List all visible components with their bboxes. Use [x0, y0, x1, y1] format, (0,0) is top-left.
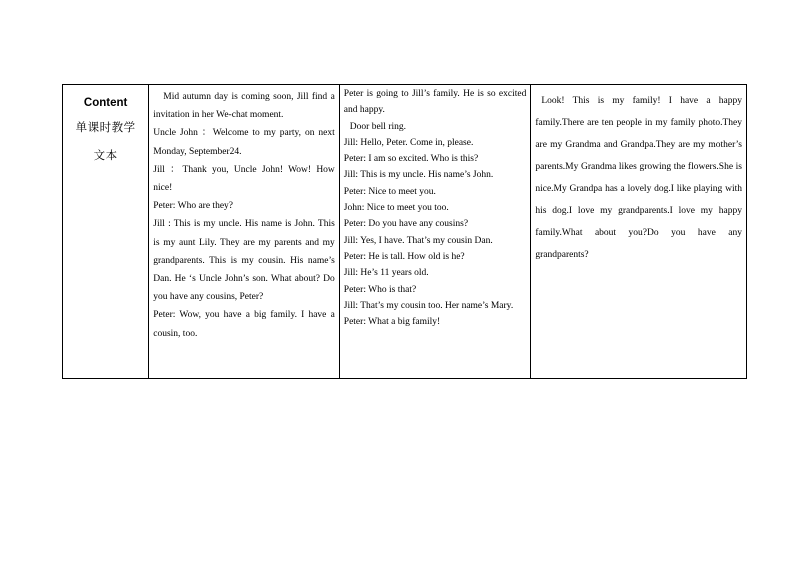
column2-line: Peter: What a big family!: [343, 317, 441, 328]
column2-line: John: Nice to meet you too.: [343, 203, 449, 214]
column2-line: Jill: That’s my cousin too. Her name’s Mary.: [343, 300, 514, 311]
column2-line: Jill: Yes, I have. That’s my cousin Dan.: [343, 235, 493, 246]
column2-line: Jill: He’s 11 years old.: [343, 268, 429, 279]
dialogue-column-2: [339, 85, 531, 379]
column2-line: Peter: He is tall. How old is he?: [343, 251, 465, 262]
content-table: [62, 84, 747, 379]
header-cell: [63, 85, 149, 379]
header-subtitle-line2: 文本: [93, 148, 118, 162]
column2-line: Jill: This is my uncle. His name’s John.: [343, 170, 494, 181]
dialogue-column-1: [149, 85, 340, 379]
passage-column-3: [531, 85, 747, 379]
column1-paragraph: Peter: Who are they?: [153, 201, 233, 212]
column2-line: Peter: Who is that?: [343, 284, 417, 295]
header-subtitle-line1: 单课时教学: [75, 120, 136, 134]
header-title: Content: [83, 97, 128, 109]
column1-paragraph: Uncle John ：Welcome to my party, on next Monday, September24.: [153, 128, 335, 157]
column2-line: Peter: I am so excited. Who is this?: [343, 154, 479, 165]
column2-line: Peter: Nice to meet you.: [343, 186, 436, 197]
column2-line: Door bell ring.: [349, 121, 406, 132]
column1-paragraph: Peter: Wow, you have a big family. I have a cousin, too.: [153, 310, 335, 339]
column1-paragraph: Jill ：Thank you, Uncle John! Wow! How nice!: [153, 164, 335, 194]
column1-paragraph: Jill : This is my uncle. His name is John. This is my aunt Lily. They are my parents and my grandparents. This is my cousin. His name’s Dan. He ‘s Uncle John’s son. What about? Do you have any cousins, Peter?: [153, 219, 335, 303]
column2-line: Jill: Hello, Peter. Come in, please.: [343, 137, 474, 148]
column1-paragraph: Mid autumn day is coming soon, Jill find a invitation in her We-chat moment.: [153, 92, 335, 121]
content-row: [63, 85, 747, 379]
column3-paragraph: Look! This is my family! I have a happy family.There are ten people in my family photo.They are my Grandma and Grandpa.They are my mother’s parents.My Grandma likes growing the flowers.She is nice.My Grandpa has a lovely dog.I like playing with his dog.I love my grandparents.I love my happy family.What about you?Do you have any grandparents?: [535, 96, 742, 260]
column2-line: Peter: Do you have any cousins?: [343, 219, 469, 230]
column2-line: Peter is going to Jill’s family. He is so excited and happy.: [343, 89, 527, 116]
